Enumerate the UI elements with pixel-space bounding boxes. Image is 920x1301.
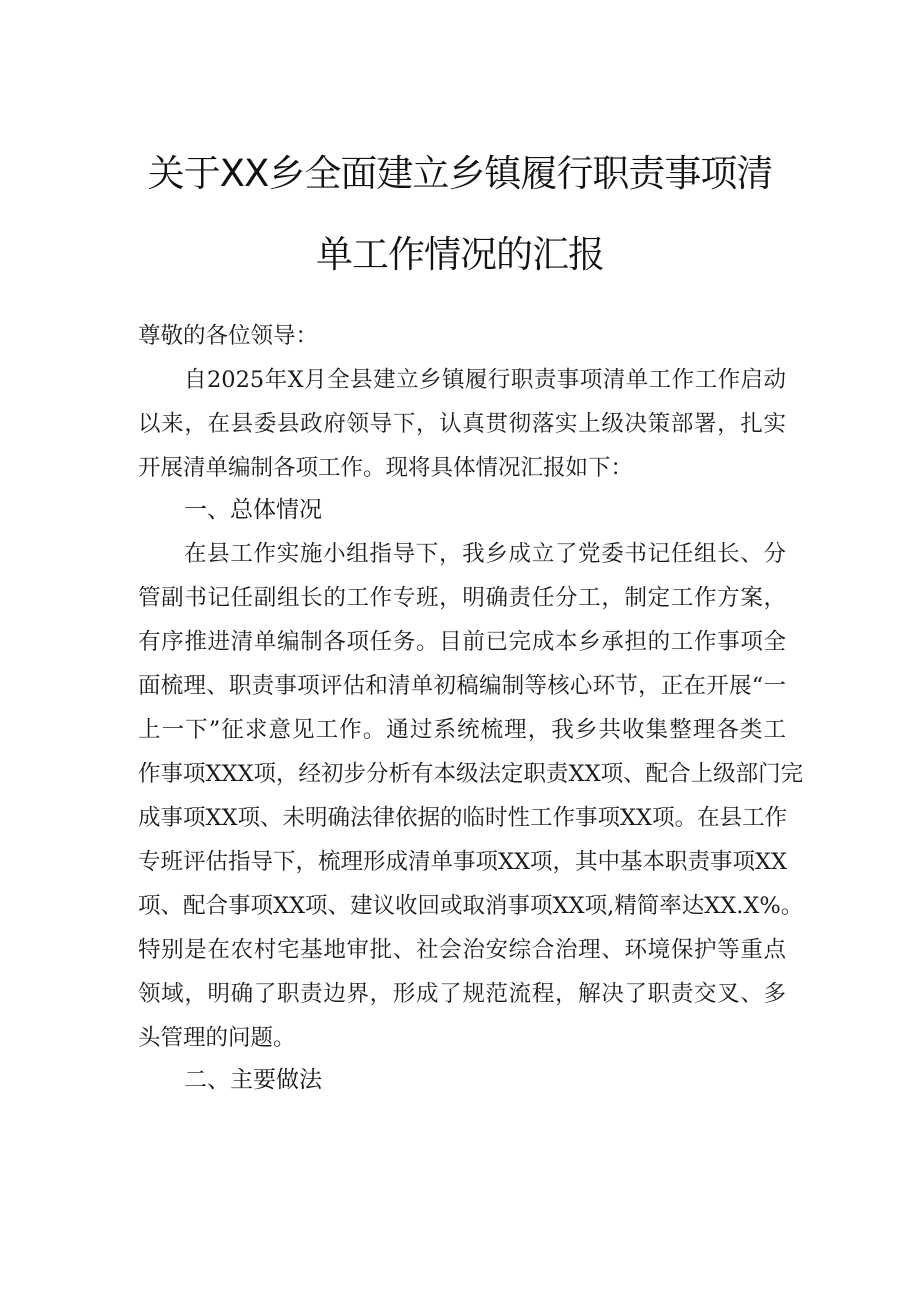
document-title-line-2: 单工作情况的汇报 (316, 233, 604, 276)
body-line: 成事项XX项、未明确法律依据的临时性工作事项XX项。在县工作 (138, 805, 788, 831)
body-line: 专班评估指导下，梳理形成清单事项XX项，其中基本职责事项XX (138, 849, 788, 875)
body-line: 在县工作实施小组指导下，我乡成立了党委书记任组长、分 (184, 541, 786, 567)
body-line: 特别是在农村宅基地审批、社会治安综合治理、环境保护等重点 (138, 937, 786, 963)
section-heading-main-practices: 二、主要做法 (184, 1067, 322, 1093)
body-line: 头管理的问题。 (138, 1025, 296, 1051)
body-line: 作事项XXX项，经初步分析有本级法定职责XX项、配合上级部门完 (138, 761, 804, 787)
body-line: 项、配合事项XX项、建议收回或取消事项XX项,精简率达XX.X%。 (138, 893, 804, 919)
body-line: 有序推进清单编制各项任务。目前已完成本乡承担的工作事项全 (138, 629, 786, 655)
intro-line: 自2025年X月全县建立乡镇履行职责事项清单工作工作启动 (184, 367, 786, 393)
intro-line: 开展清单编制各项工作。现将具体情况汇报如下： (138, 455, 634, 481)
body-line: 上一下”征求意见工作。通过系统梳理，我乡共收集整理各类工 (138, 717, 786, 743)
body-line: 领域，明确了职责边界，形成了规范流程，解决了职责交叉、多 (138, 981, 786, 1007)
body-line: 面梳理、职责事项评估和清单初稿编制等核心环节，正在开展“一 (138, 673, 786, 699)
body-line: 管副书记任副组长的工作专班，明确责任分工，制定工作方案， (138, 585, 786, 611)
intro-line: 以来，在县委县政府领导下，认真贯彻落实上级决策部署，扎实 (138, 411, 786, 437)
salutation: 尊敬的各位领导： (138, 323, 319, 349)
section-heading-overall: 一、总体情况 (184, 497, 322, 523)
document-title-line-1: 关于XX乡全面建立乡镇履行职责事项清 (147, 152, 773, 195)
